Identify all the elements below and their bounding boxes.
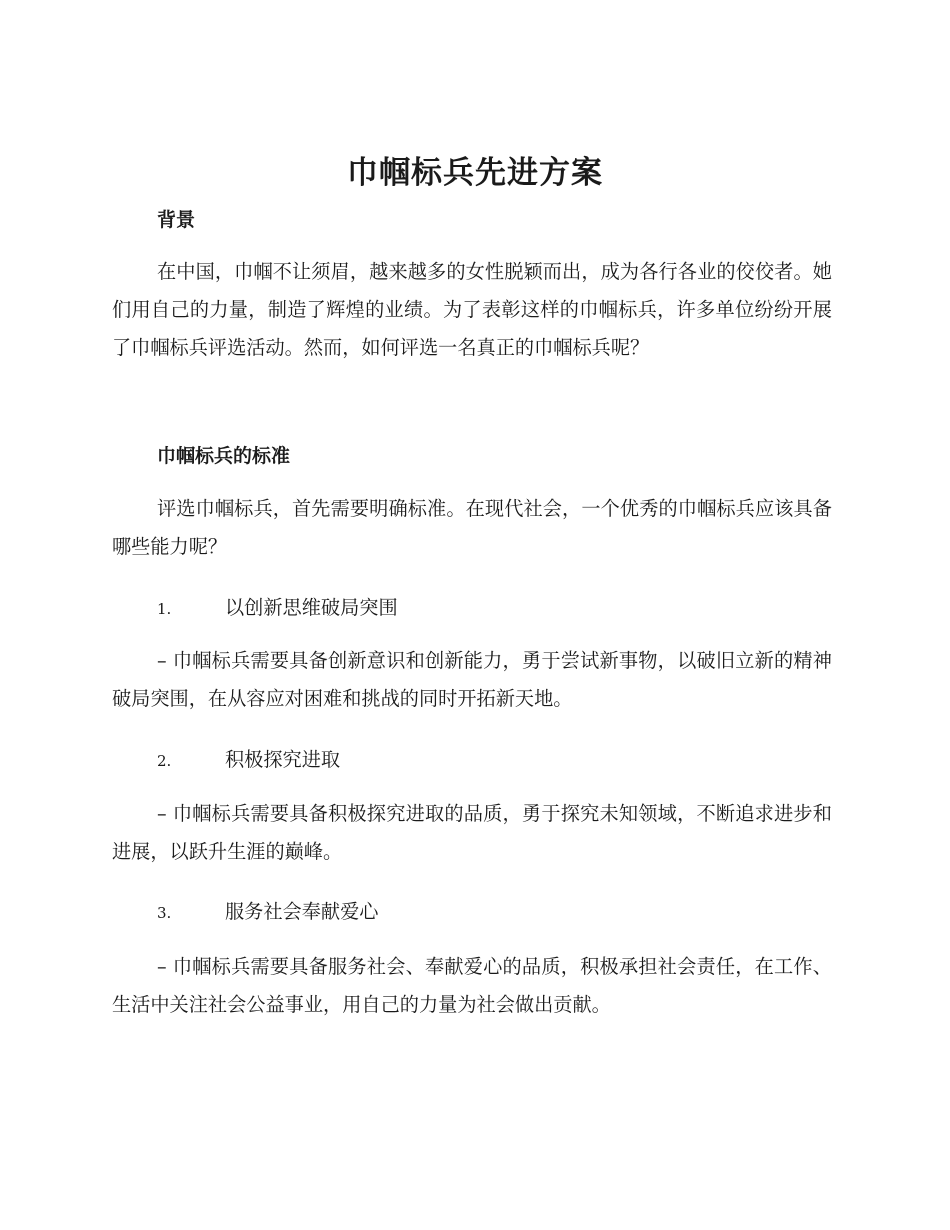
list-item-1-description: – 巾帼标兵需要具备创新意识和创新能力，勇于尝试新事物，以破旧立新的精神破局突围，在从容应对困难和挑战的同时开拓新天地。 [112, 649, 832, 710]
list-item-number: 3. [157, 904, 172, 922]
list-item-number: 2. [157, 752, 172, 770]
standards-intro-paragraph: 评选巾帼标兵，首先需要明确标准。在现代社会，一个优秀的巾帼标兵应该具备哪些能力呢？ [112, 497, 832, 558]
list-item-3 [157, 897, 379, 928]
list-item-2-description: – 巾帼标兵需要具备积极探究进取的品质，勇于探究未知领域，不断追求进步和进展，以跃升生涯的巅峰。 [112, 802, 832, 863]
list-item-number: 1. [157, 600, 172, 618]
list-item-title: 积极探究进取 [225, 748, 341, 771]
section-heading-background: 背景 [157, 209, 196, 231]
list-item-1 [157, 593, 398, 624]
list-item-3-description: – 巾帼标兵需要具备服务社会、奉献爱心的品质，积极承担社会责任，在工作、生活中关注社会公益事业，用自己的力量为社会做出贡献。 [112, 955, 832, 1016]
section-heading-standards: 巾帼标兵的标准 [157, 445, 291, 467]
list-item-title: 服务社会奉献爱心 [225, 900, 379, 923]
document-title: 巾帼标兵先进方案 [347, 155, 603, 191]
list-item-title: 以创新思维破局突围 [225, 596, 398, 619]
list-item-2 [157, 745, 340, 776]
background-paragraph: 在中国，巾帼不让须眉，越来越多的女性脱颖而出，成为各行各业的佼佼者。她们用自己的力量，制造了辉煌的业绩。为了表彰这样的巾帼标兵，许多单位纷纷开展了巾帼标兵评选活动。然而，如何评选一名真正的巾帼标兵呢？ [112, 260, 832, 359]
